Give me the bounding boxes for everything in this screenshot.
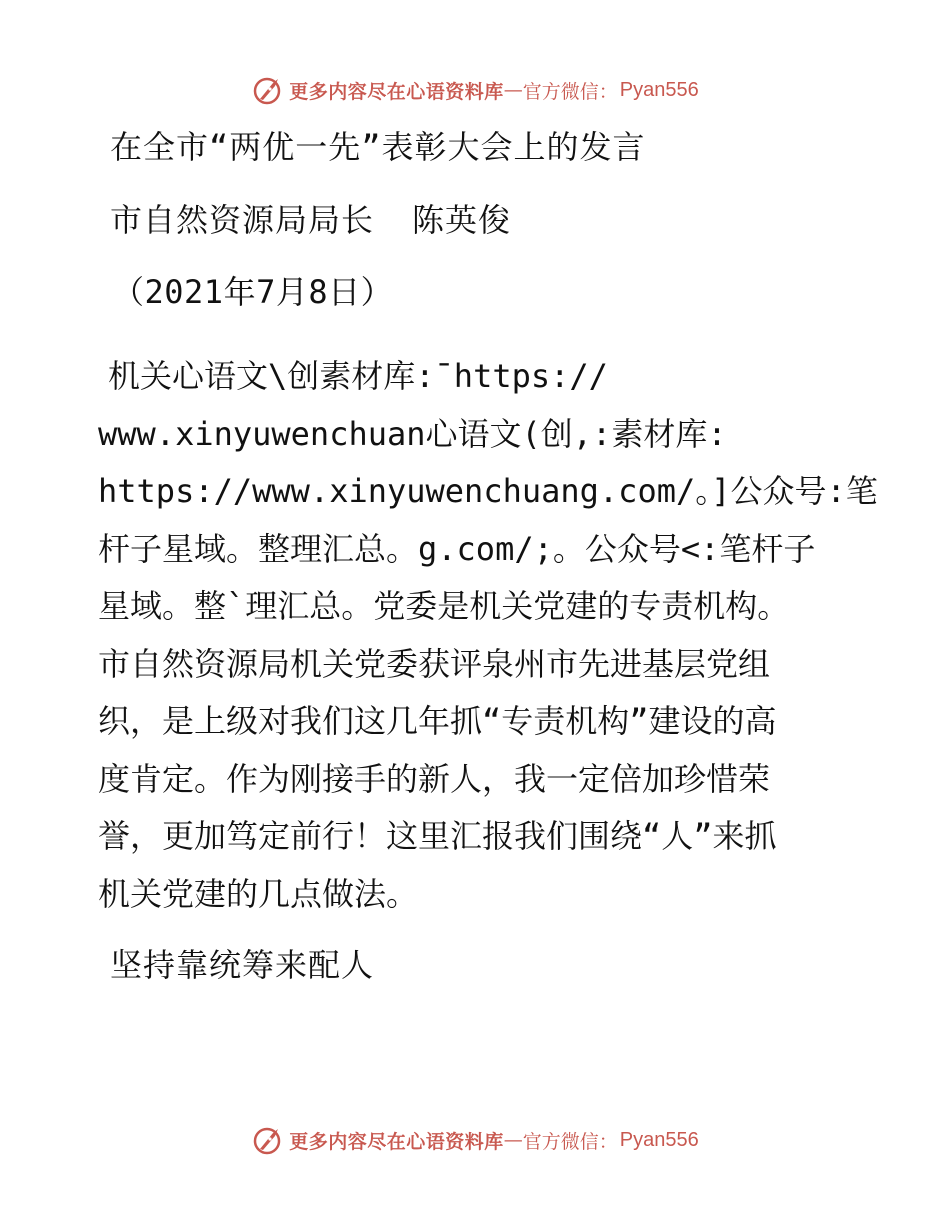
section-heading: 坚持靠统筹来配人 [110, 946, 375, 984]
banner-brand-text: 更多内容尽在心语资料库 [289, 80, 504, 103]
paragraph-line: 星域。整`理汇总。党委是机关党建的专责机构。 [98, 587, 790, 625]
paragraph-line: 市自然资源局机关党委获评泉州市先进基层党组 [98, 644, 771, 683]
paragraph-line: 机关心语文\创素材库:¯https:// [108, 357, 608, 395]
paragraph-line: 杆子星域。整理汇总。g.com/;。公众号<:笔杆子 [98, 529, 816, 568]
footer-banner [0, 1120, 950, 1160]
banner-brand-text: 更多内容尽在心语资料库 [289, 1130, 504, 1153]
paragraph-line: 机关党建的几点做法。 [98, 874, 419, 913]
author-name: 陈英俊 [412, 201, 512, 239]
pen-nib-logo-icon [251, 1123, 285, 1157]
banner-dash: — [503, 1129, 523, 1151]
banner-wechat-label: 官方微信： [522, 1130, 618, 1153]
paragraph-line: 誉，更加笃定前行！这里汇报我们围绕“人”来抓 [98, 817, 777, 855]
banner-dash: — [503, 79, 523, 101]
header-banner [0, 70, 950, 110]
document-author [110, 200, 511, 240]
document-title: 在全市“两优一先”表彰大会上的发言 [110, 128, 646, 166]
body-paragraph [98, 348, 878, 923]
paragraph-line: https://www.xinyuwenchuang.com/。]公众号:笔 [98, 472, 878, 510]
paragraph-line: www.xinyuwenchuan心语文(创,:素材库: [98, 414, 727, 453]
banner-wechat-handle: Pyan556 [619, 1128, 699, 1151]
pen-nib-logo-icon [251, 73, 285, 107]
paragraph-line: 织，是上级对我们这几年抓“专责机构”建设的高 [98, 702, 777, 740]
document-date: （2021年7月8日） [112, 273, 394, 311]
banner-wechat-handle: Pyan556 [619, 78, 699, 101]
author-role: 市自然资源局局长 [110, 201, 375, 239]
banner-wechat-label: 官方微信： [522, 80, 618, 103]
paragraph-line: 度肯定。作为刚接手的新人，我一定倍加珍惜荣 [98, 759, 771, 798]
